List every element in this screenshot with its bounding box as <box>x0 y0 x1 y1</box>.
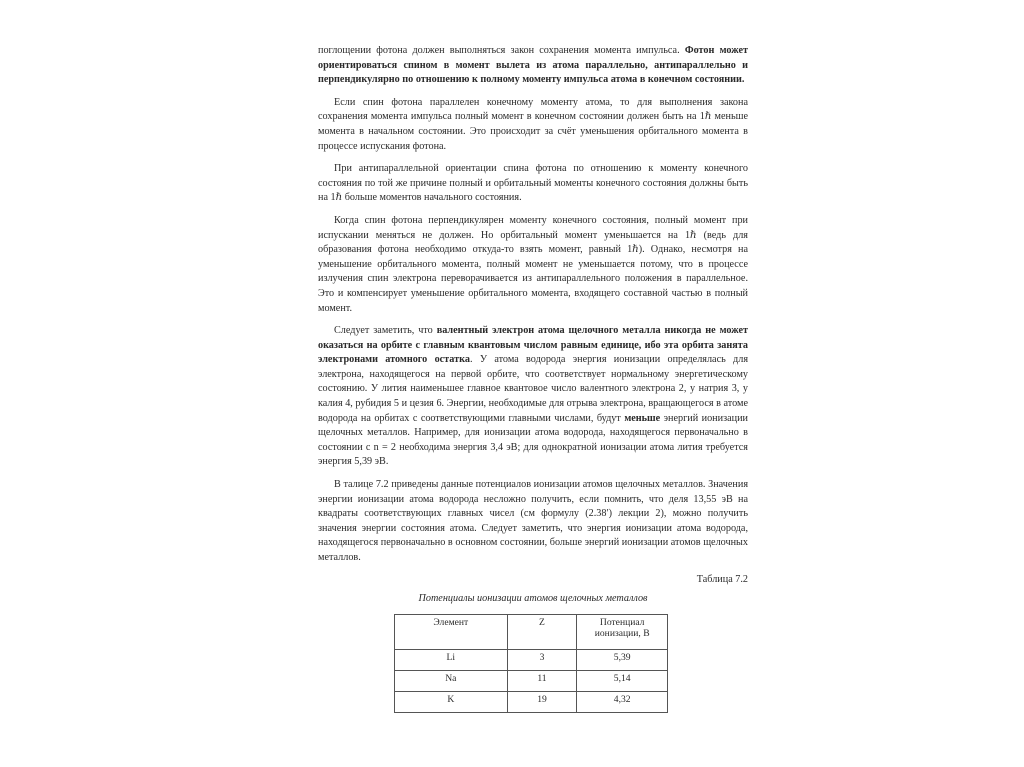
cell-element: Li <box>395 649 508 670</box>
cell-z: 19 <box>507 691 577 712</box>
cell-z: 3 <box>507 649 577 670</box>
paragraph-5 <box>318 324 748 470</box>
table-number: Таблица 7.2 <box>696 573 748 585</box>
paragraph-3: При антипараллельной ориентации спина фотона по отношению к моменту конечного состояния по той же причине полный и орбитальный моменты конечного состояния должны быть на 1ℏ больше моментов начального состояния. <box>318 163 748 204</box>
paragraph-5-bold-statement: валентный электрон атома щелочного металла никогда не может оказаться на орбите с главным квантовым числом равным единице, ибо эта орбита занята электронами атомного остатка <box>318 325 749 366</box>
paragraph-5-text-a: Следует заметить, что <box>334 325 437 337</box>
cell-element: K <box>395 691 508 712</box>
table-row <box>395 649 668 670</box>
ionization-table <box>394 614 668 713</box>
header-z: Z <box>507 614 577 649</box>
header-element: Элемент <box>395 614 508 649</box>
cell-potential: 5,14 <box>577 670 668 691</box>
cell-z: 11 <box>507 670 577 691</box>
table-row <box>395 670 668 691</box>
cell-potential: 4,32 <box>577 691 668 712</box>
paragraph-4: Когда спин фотона перпендикулярен моменту конечного состояния, полный момент при испускании меняться не должен. Но орбитальный момент уменьшается на 1ℏ (ведь для образования фотона необходимо откуда-то взять момент, равный 1ℏ). Однако, несмотря на уменьшение орбитального момента, полный момент не уменьшается потому, что в процессе излучения спин электрона переворачивается из антипараллельного положения в параллельное. Это и компенсирует уменьшение орбитального момента, входящего составной частью в полный момент. <box>318 214 748 314</box>
cell-element: Na <box>395 670 508 691</box>
table-row <box>395 691 668 712</box>
paragraph-6: В талице 7.2 приведены данные потенциалов ионизации атомов щелочных металлов. Значения энергии ионизации атома водорода несложно получить, если помнить, что деля 13,55 эВ на квадраты соответствующих главных чисел (см формулу (2.38′) лекции 2), можно получить значения энергии состояния атома. Следует заметить, что энергия ионизации атома водорода, находящегося первоначально в основном состоянии, больше энергий ионизации атомов щелочных металлов. <box>318 479 748 563</box>
paragraph-2: Если спин фотона параллелен конечному моменту атома, то для выполнения закона сохранения момента импульса полный момент в конечном состоянии должен быть на 1ℏ меньше момента в начальном состоянии. Это происходит за счёт уменьшения орбитального момента в процессе испускания фотона. <box>318 96 748 152</box>
paragraph-1-text: поглощении фотона должен выполняться закон сохранения момента импульса. <box>318 45 685 56</box>
document-page <box>318 44 748 744</box>
table-caption: Потенциалы ионизации атомов щелочных металлов <box>418 592 648 604</box>
table-header-row <box>395 614 668 649</box>
cell-potential: 5,39 <box>577 649 668 670</box>
paragraph-1-bold-text: Фотон может ориентироваться спином в момент вылета из атома параллельно, антипараллельно и перпендикулярно по отношению к полному моменту импульса атома в конечном состоянии. <box>318 45 748 86</box>
paragraph-5-text-e: энергий ионизации щелочных металлов. Например, для ионизации атома водорода, находящегося первоначально в состоянии с n = 2 необходима энергия 3,4 эВ; для однократной ионизации атома лития требуется энергия 5,39 эВ. <box>318 412 748 468</box>
header-potential: Потенциал ионизации, В <box>577 614 668 649</box>
paragraph-1 <box>318 44 748 88</box>
paragraph-5-bold-word: меньше <box>624 412 661 424</box>
paragraph-5-text-c: . У атома водорода энергия ионизации определялась для электрона, находящегося на первой орбите, что соответствует нормальному энергетическому состоянию. У лития наименьшее главное квантовое число валентного электрона 2, у натрия 3, у калия 4, рубидия 5 и цезия 6. Энергии, необходимые для отрыва электрона, вращающегося в атоме водорода на орбитах с соответствующими главными числами, будут <box>318 354 749 424</box>
